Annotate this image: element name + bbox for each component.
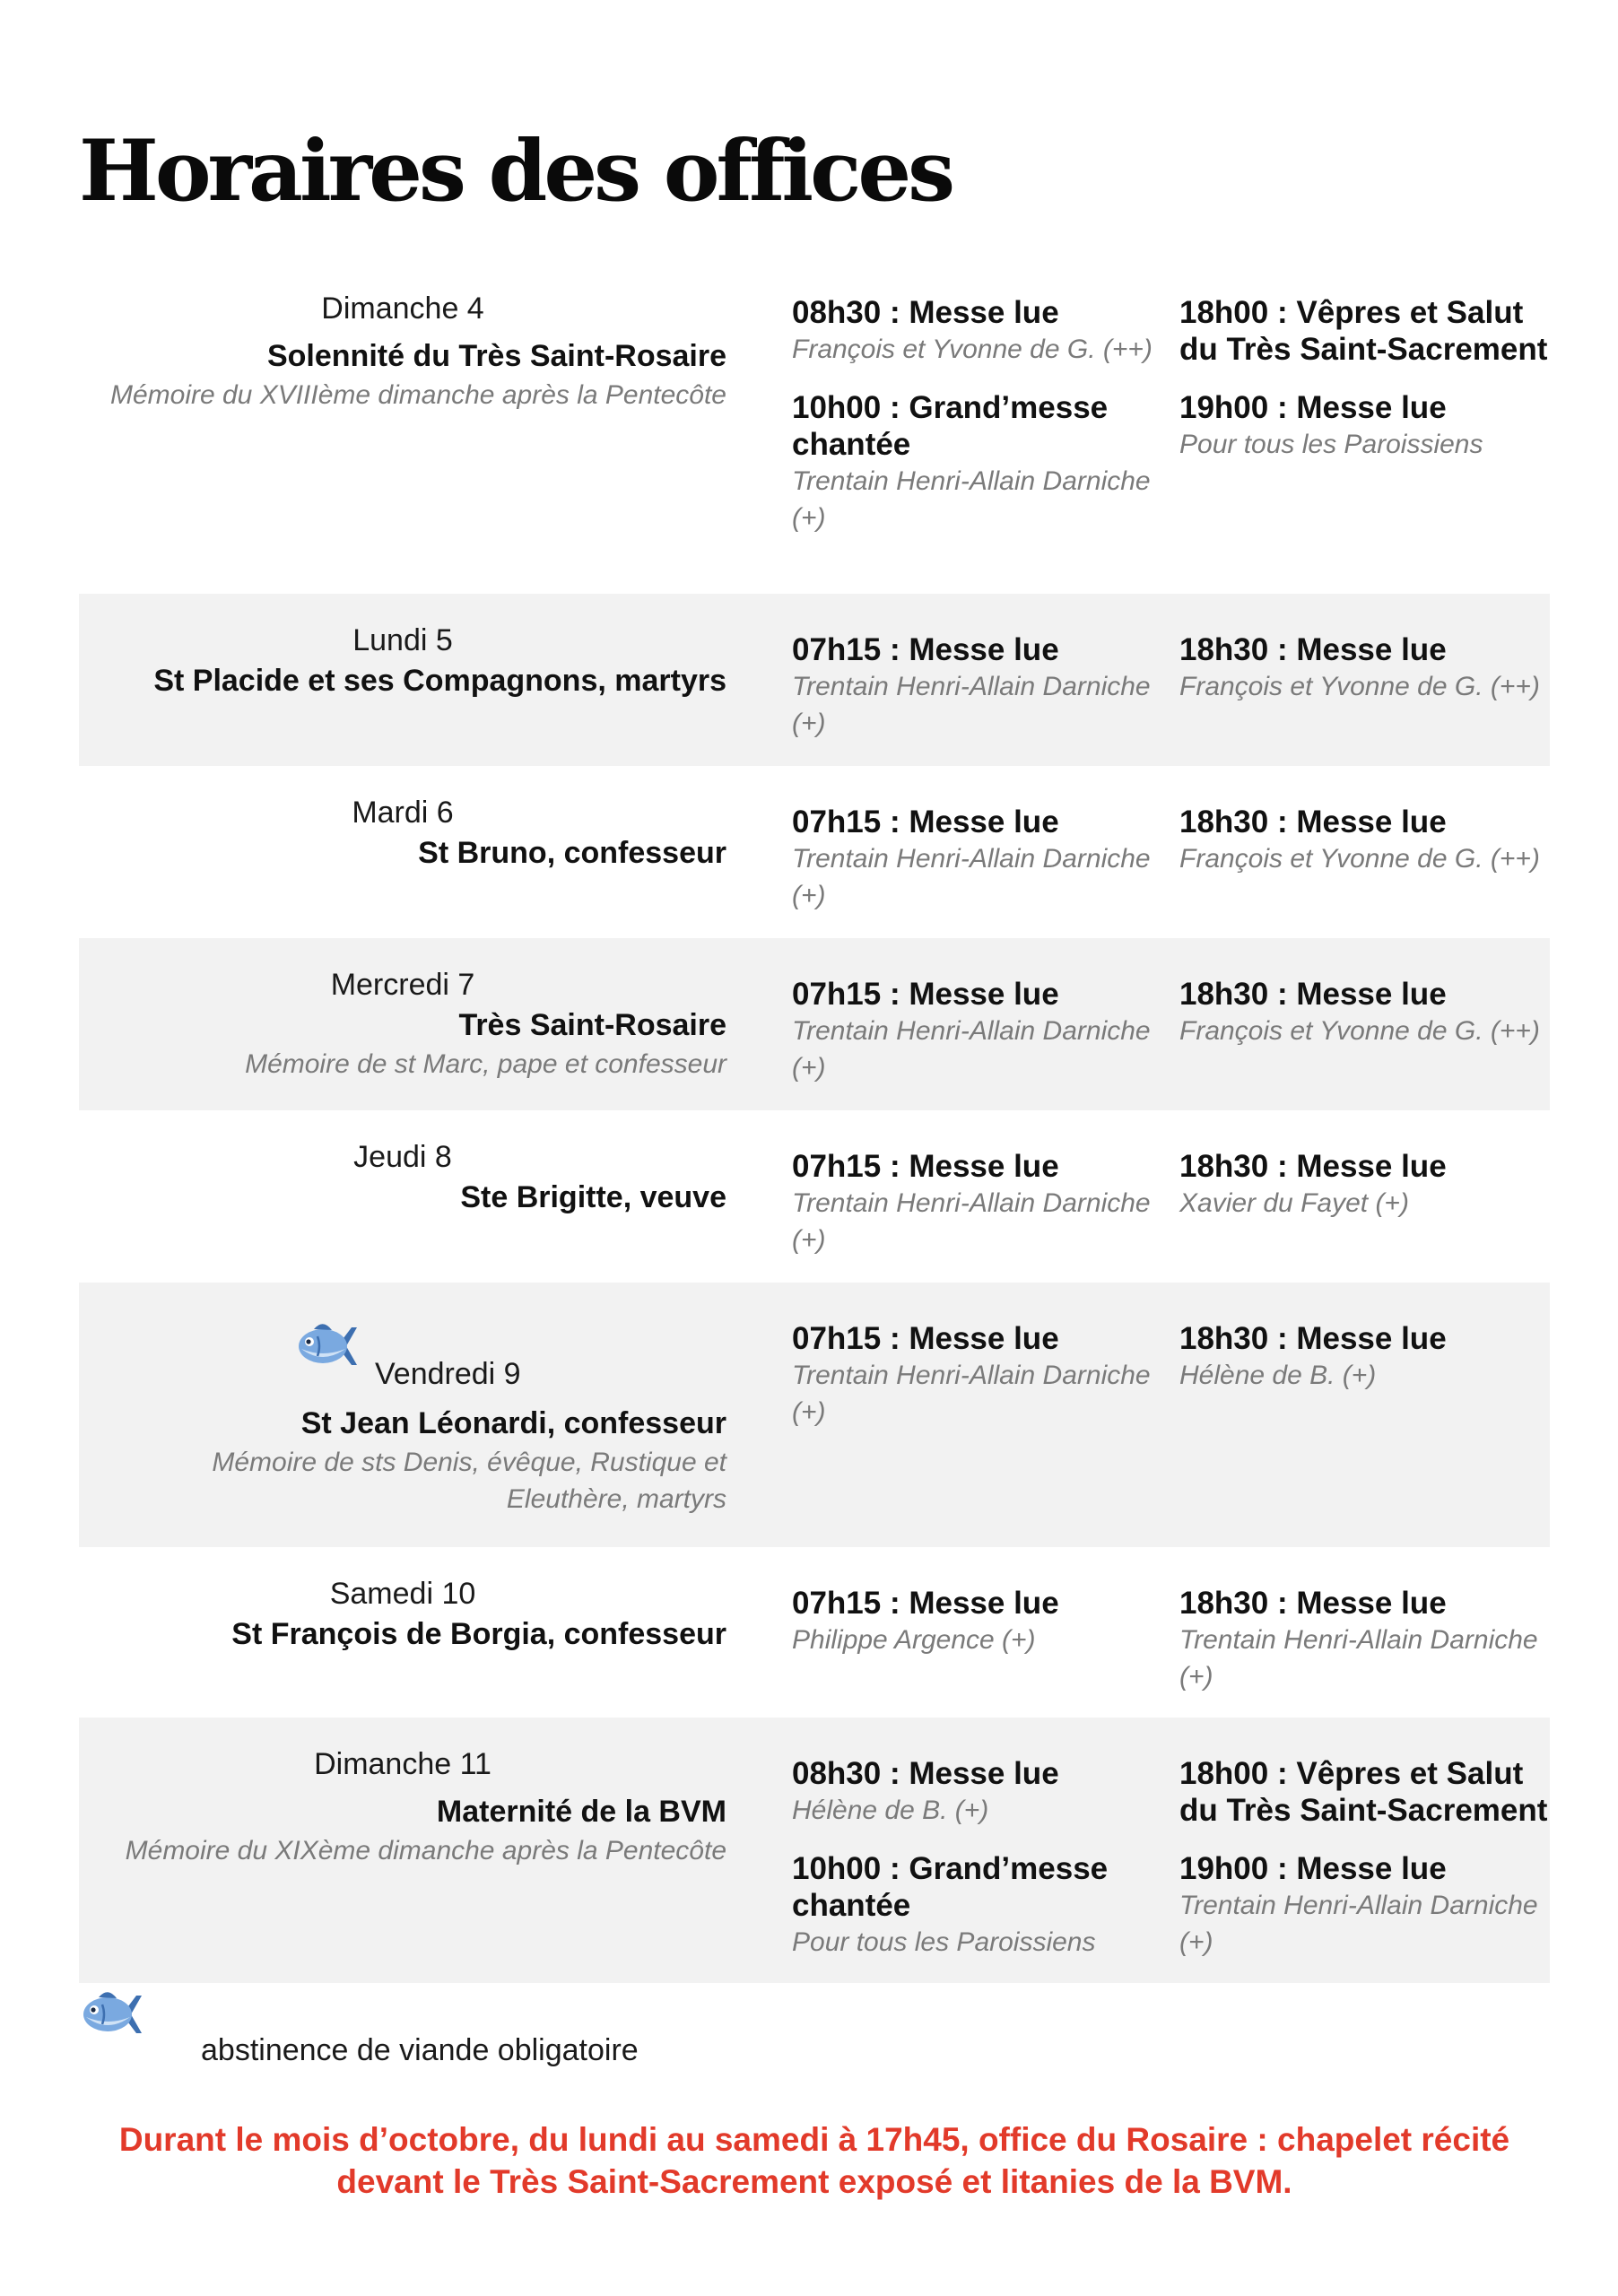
evening-masses: [1179, 1148, 1556, 1243]
legend: [79, 1987, 976, 2085]
mass-entry: [1179, 976, 1556, 1049]
mass-title: 18h30 : Messe lue: [1179, 632, 1447, 667]
day-row: [79, 938, 1550, 1110]
mass-entry: [792, 1755, 1169, 1829]
mass-title: 19h00 : Messe lue: [1179, 1851, 1447, 1886]
evening-masses: [1179, 1585, 1556, 1717]
morning-masses: [792, 804, 1169, 935]
morning-masses: [792, 631, 1169, 763]
mass-title: 07h15 : Messe lue: [792, 632, 1059, 667]
mass-intention: Trentain Henri-Allain Darniche (+): [792, 1016, 1151, 1083]
mass-entry: [792, 976, 1169, 1086]
day-info: [79, 1318, 726, 1518]
day-info: [79, 1744, 726, 1869]
day-row: [79, 1283, 1550, 1547]
day-name: Dimanche 11: [314, 1747, 491, 1781]
mass-title: 07h15 : Messe lue: [792, 977, 1059, 1012]
mass-intention: Hélène de B. (+): [792, 1796, 989, 1825]
day-name-with-icon: [79, 1318, 726, 1397]
day-name: Dimanche 4: [321, 291, 484, 326]
mass-intention: Hélène de B. (+): [1179, 1361, 1377, 1390]
mass-entry: [1179, 1755, 1556, 1829]
mass-title: 07h15 : Messe lue: [792, 804, 1059, 839]
mass-intention: Xavier du Fayet (+): [1179, 1188, 1409, 1218]
memoire-text: Mémoire de sts Denis, évêque, Rustique et Eleuthère, martyrs: [212, 1448, 726, 1514]
day-name: Mercredi 7: [330, 968, 475, 1002]
day-info: [79, 289, 726, 413]
feast-name: Maternité de la BVM: [436, 1795, 726, 1829]
mass-title: 18h00 : Vêpres et Salut du Très Saint-Sacrement: [1179, 295, 1548, 367]
mass-entry: [1179, 1585, 1556, 1695]
mass-entry: [1179, 1320, 1556, 1394]
mass-entry: [792, 1148, 1169, 1258]
day-name: Vendredi 9: [375, 1357, 521, 1391]
mass-title: 07h15 : Messe lue: [792, 1321, 1059, 1356]
memoire-text: Mémoire de st Marc, pape et confesseur: [245, 1049, 726, 1079]
mass-intention: Trentain Henri-Allain Darniche (+): [1179, 1891, 1538, 1957]
legend-text: abstinence de viande obligatoire: [201, 2033, 639, 2067]
memoire-text: Mémoire du XIXème dimanche après la Pentecôte: [125, 1836, 726, 1866]
mass-title: 07h15 : Messe lue: [792, 1149, 1059, 1184]
day-info: [79, 1137, 726, 1218]
day-name: Jeudi 8: [353, 1140, 452, 1174]
mass-entry: [792, 1585, 1169, 1658]
morning-masses: [792, 1148, 1169, 1280]
feast-name: St Placide et ses Compagnons, martyrs: [153, 664, 726, 698]
feast-name: Solennité du Très Saint-Rosaire: [266, 339, 726, 373]
mass-title: 08h30 : Messe lue: [792, 1756, 1059, 1791]
mass-title: 18h30 : Messe lue: [1179, 977, 1447, 1012]
day-row: [79, 766, 1550, 938]
mass-entry: [1179, 389, 1556, 463]
evening-masses: [1179, 631, 1556, 726]
mass-entry: [1179, 631, 1556, 705]
mass-entry: [1179, 294, 1556, 368]
mass-intention: Trentain Henri-Allain Darniche (+): [792, 1188, 1151, 1255]
morning-masses: [792, 1755, 1169, 1982]
feast-name: Ste Brigitte, veuve: [460, 1180, 726, 1214]
feast-name: Très Saint-Rosaire: [458, 1008, 726, 1042]
day-row: [79, 594, 1550, 766]
mass-intention: Trentain Henri-Allain Darniche (+): [792, 466, 1151, 533]
morning-masses: [792, 294, 1169, 558]
evening-masses: [1179, 294, 1556, 484]
mass-entry: [792, 804, 1169, 914]
evening-masses: [1179, 1755, 1556, 1982]
mass-entry: [792, 389, 1169, 536]
mass-entry: [792, 1850, 1169, 1961]
mass-title: 18h30 : Messe lue: [1179, 804, 1447, 839]
morning-masses: [792, 1320, 1169, 1452]
mass-intention: François et Yvonne de G. (++): [1179, 1016, 1540, 1046]
mass-title: 18h00 : Vêpres et Salut du Très Saint-Sacrement: [1179, 1756, 1548, 1828]
mass-title: 07h15 : Messe lue: [792, 1586, 1059, 1621]
mass-title: 18h30 : Messe lue: [1179, 1321, 1447, 1356]
mass-intention: Pour tous les Paroissiens: [792, 1927, 1096, 1957]
evening-masses: [1179, 804, 1556, 899]
day-row: [79, 1547, 1550, 1718]
mass-intention: Trentain Henri-Allain Darniche (+): [1179, 1625, 1538, 1692]
day-info: [79, 793, 726, 874]
mass-entry: [1179, 1148, 1556, 1222]
mass-title: 08h30 : Messe lue: [792, 295, 1059, 330]
mass-intention: François et Yvonne de G. (++): [792, 335, 1153, 364]
day-name: Samedi 10: [329, 1577, 476, 1611]
day-name: Mardi 6: [352, 796, 454, 830]
evening-masses: [1179, 1320, 1556, 1415]
evening-masses: [1179, 976, 1556, 1071]
mass-intention: Trentain Henri-Allain Darniche (+): [792, 844, 1151, 910]
mass-title: 19h00 : Messe lue: [1179, 390, 1447, 425]
day-name: Lundi 5: [352, 623, 453, 657]
morning-masses: [792, 1585, 1169, 1680]
mass-intention: Pour tous les Paroissiens: [1179, 430, 1483, 459]
feast-name: St François de Borgia, confesseur: [231, 1617, 726, 1651]
mass-title: 10h00 : Grand’messe chantée: [792, 1851, 1109, 1923]
mass-entry: [1179, 1850, 1556, 1961]
schedule-table: [79, 269, 1550, 1983]
mass-intention: François et Yvonne de G. (++): [1179, 844, 1540, 874]
mass-entry: [1179, 804, 1556, 877]
mass-intention: Trentain Henri-Allain Darniche (+): [792, 1361, 1151, 1427]
rosary-notice: Durant le mois d’octobre, du lundi au samedi à 17h45, office du Rosaire : chapelet récité devant le Très Saint-Sacrement exposé et litanies de la BVM.: [118, 2121, 1510, 2200]
feast-name: St Bruno, confesseur: [418, 836, 726, 870]
morning-masses: [792, 976, 1169, 1108]
mass-intention: Philippe Argence (+): [792, 1625, 1036, 1655]
memoire-text: Mémoire du XVIIIème dimanche après la Pentecôte: [109, 380, 726, 410]
mass-title: 18h30 : Messe lue: [1179, 1586, 1447, 1621]
fish-icon: [294, 1318, 366, 1374]
mass-title: 18h30 : Messe lue: [1179, 1149, 1447, 1184]
mass-title: 10h00 : Grand’messe chantée: [792, 390, 1109, 462]
mass-entry: [792, 631, 1169, 742]
day-info: [79, 621, 726, 701]
mass-entry: [792, 294, 1169, 368]
day-info: [79, 1574, 726, 1655]
day-row: [79, 1110, 1550, 1283]
day-row: [79, 1718, 1550, 1983]
mass-intention: François et Yvonne de G. (++): [1179, 672, 1540, 701]
mass-entry: [792, 1320, 1169, 1431]
feast-name: St Jean Léonardi, confesseur: [300, 1406, 726, 1440]
page-title: Horaires des offices: [79, 122, 953, 221]
mass-intention: Trentain Henri-Allain Darniche (+): [792, 672, 1151, 738]
fish-icon: [79, 1987, 151, 2042]
day-info: [79, 965, 726, 1083]
day-row: [79, 269, 1550, 594]
